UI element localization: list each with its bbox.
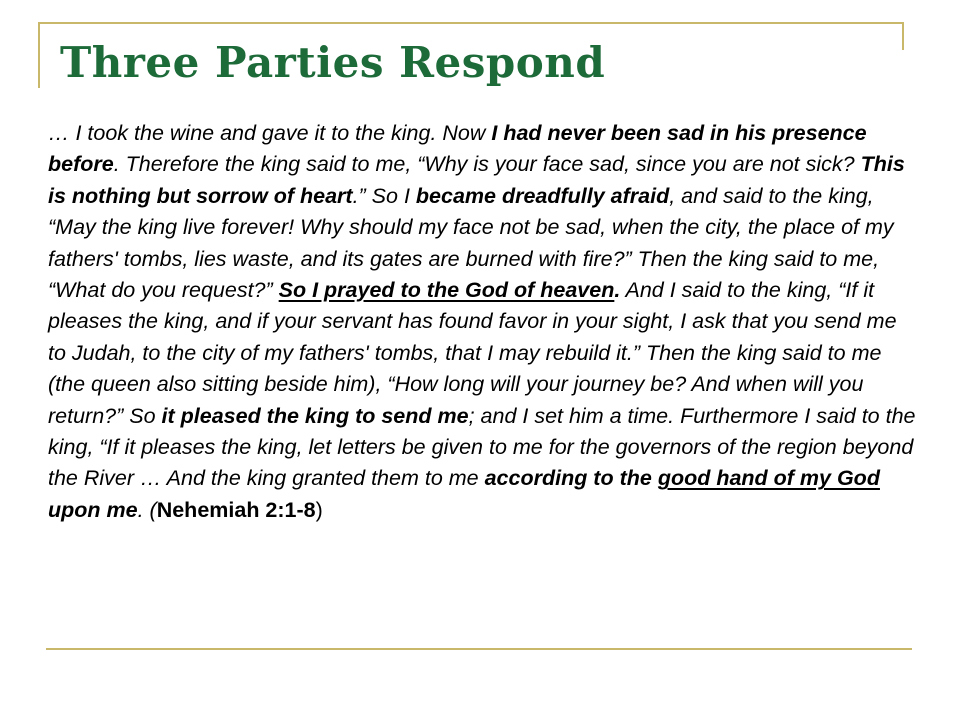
scripture-reference: Nehemiah 2:1-8 xyxy=(156,497,316,522)
passage-segment: ; and I set him a time. Furthermore I said to the king, “If it pleases the king, let letters be given to me for the governors of the region beyond the River … And the king granted them to me xyxy=(48,403,916,491)
passage-emphasis-underlined: So I prayed to the God of heaven xyxy=(278,278,615,303)
passage-segment: And I said to the king, “If it pleases the king, and if your servant has found favor in your sight, I ask that you send me to Judah, to the city of my fathers' tombs, that I may rebuild it.” Then the king said to me (the queen also sitting beside him), “How long will your journey be? And when will you return?” So xyxy=(48,278,897,428)
passage-segment: . Therefore the king said to me, “Why is your face sad, since you are not sick? xyxy=(113,152,861,177)
passage-emphasis: became dreadfully afraid xyxy=(415,183,670,208)
passage-emphasis: upon me xyxy=(48,497,138,522)
passage-segment: ) xyxy=(315,497,323,522)
frame-top-line xyxy=(38,22,904,24)
passage-segment: .” So I xyxy=(352,183,416,208)
passage-emphasis-underlined: good hand of my God xyxy=(657,466,880,491)
passage-segment: , and said to the king, “May the king live forever! Why should my face not be sad, when the city, the place of my fathers' tombs, lies waste, and its gates are burned with fire?” Then the king said to me, “What do you request?” xyxy=(48,183,894,303)
passage-emphasis: it pleased the king to send me xyxy=(161,403,469,428)
frame-bottom-line xyxy=(46,648,912,650)
frame-left-line xyxy=(38,22,40,88)
passage-emphasis: This is nothing but sorrow of heart xyxy=(48,152,905,208)
passage-segment: … I took the wine and gave it to the king. Now xyxy=(48,121,492,145)
scripture-passage xyxy=(48,118,916,526)
frame-right-line xyxy=(902,22,904,50)
passage-emphasis: according to the xyxy=(484,466,658,491)
passage-emphasis: I had never been sad in his presence before xyxy=(48,121,867,177)
passage-emphasis: . xyxy=(614,278,621,303)
slide-title: Three Parties Respond xyxy=(60,38,606,87)
passage-segment: . ( xyxy=(137,497,157,522)
